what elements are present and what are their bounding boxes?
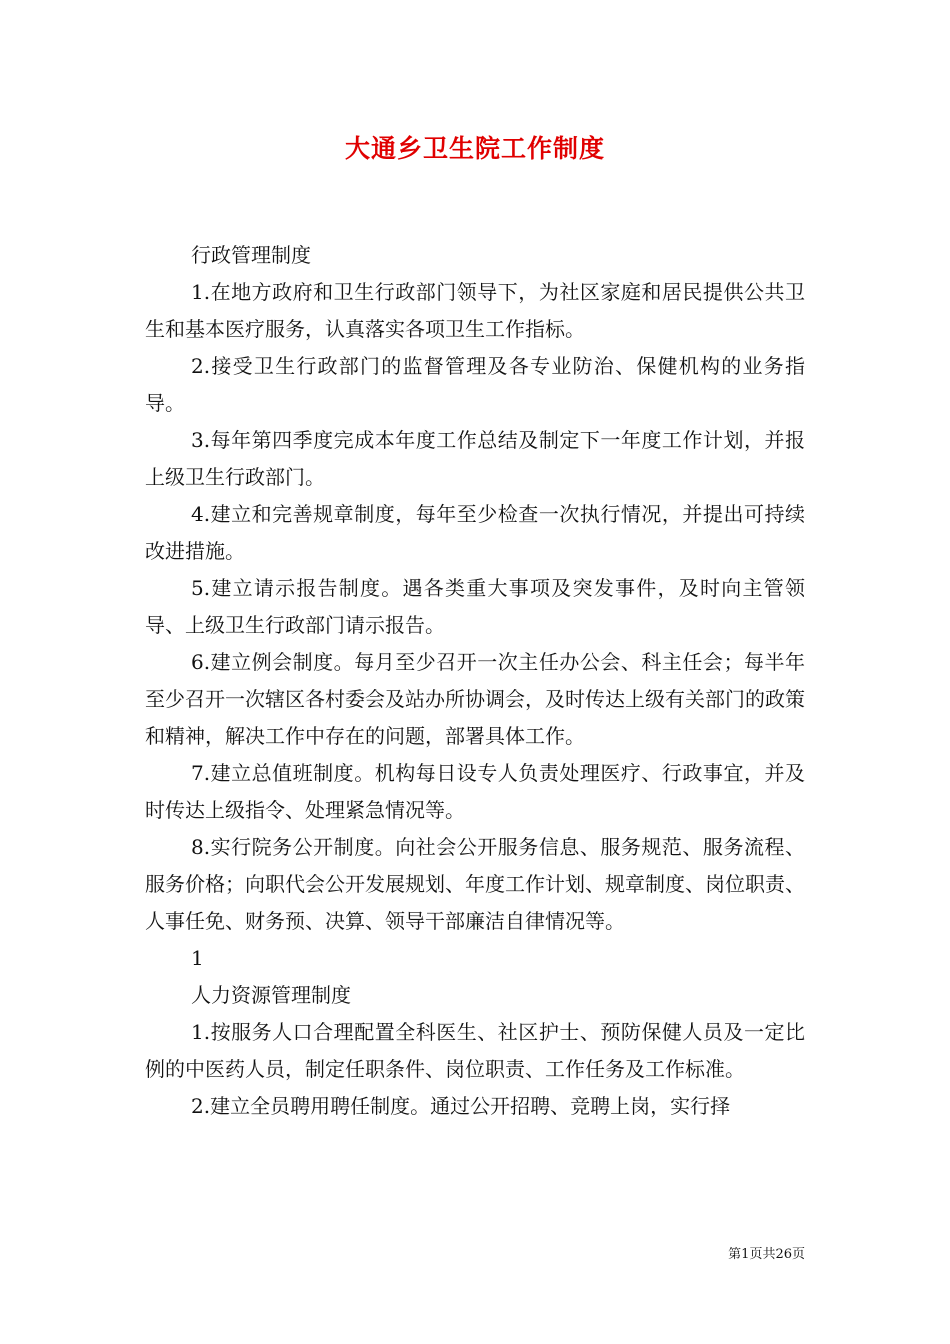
section-heading-admin: 行政管理制度 [191, 243, 311, 267]
paragraph: 7.建立总值班制度。机构每日设专人负责处理医疗、行政事宜，并及时传达上级指令、处理紧急情况等。 [145, 761, 805, 822]
paragraph: 4.建立和完善规章制度，每年至少检查一次执行情况，并提出可持续改进措施。 [145, 502, 805, 563]
paragraph: 2.接受卫生行政部门的监督管理及各专业防治、保健机构的业务指导。 [145, 354, 805, 415]
paragraph: 8.实行院务公开制度。向社会公开服务信息、服务规范、服务流程、服务价格；向职代会公开发展规划、年度工作计划、规章制度、岗位职责、人事任免、财务预、决算、领导干部廉洁自律情况等。 [145, 835, 805, 933]
paragraph: 1.在地方政府和卫生行政部门领导下，为社区家庭和居民提供公共卫生和基本医疗服务，认真落实各项卫生工作指标。 [145, 280, 805, 341]
paragraph: 6.建立例会制度。每月至少召开一次主任办公会、科主任会；每半年至少召开一次辖区各村委会及站办所协调会，及时传达上级有关部门的政策和精神，解决工作中存在的问题，部署具体工作。 [145, 650, 805, 748]
page-title: 大通乡卫生院工作制度 [344, 134, 605, 163]
document-body [145, 237, 805, 1125]
inline-number: 1 [191, 946, 204, 970]
paragraph: 3.每年第四季度完成本年度工作总结及制定下一年度工作计划，并报上级卫生行政部门。 [145, 428, 805, 489]
paragraph: 2.建立全员聘用聘任制度。通过公开招聘、竞聘上岗，实行择 [191, 1094, 731, 1118]
page-number-footer: 第1页共26页 [728, 1247, 805, 1262]
paragraph: 5.建立请示报告制度。遇各类重大事项及突发事件，及时向主管领导、上级卫生行政部门请示报告。 [145, 576, 805, 637]
paragraph: 1.按服务人口合理配置全科医生、社区护士、预防保健人员及一定比例的中医药人员，制定任职条件、岗位职责、工作任务及工作标准。 [145, 1020, 805, 1081]
section-heading-hr: 人力资源管理制度 [191, 983, 351, 1007]
